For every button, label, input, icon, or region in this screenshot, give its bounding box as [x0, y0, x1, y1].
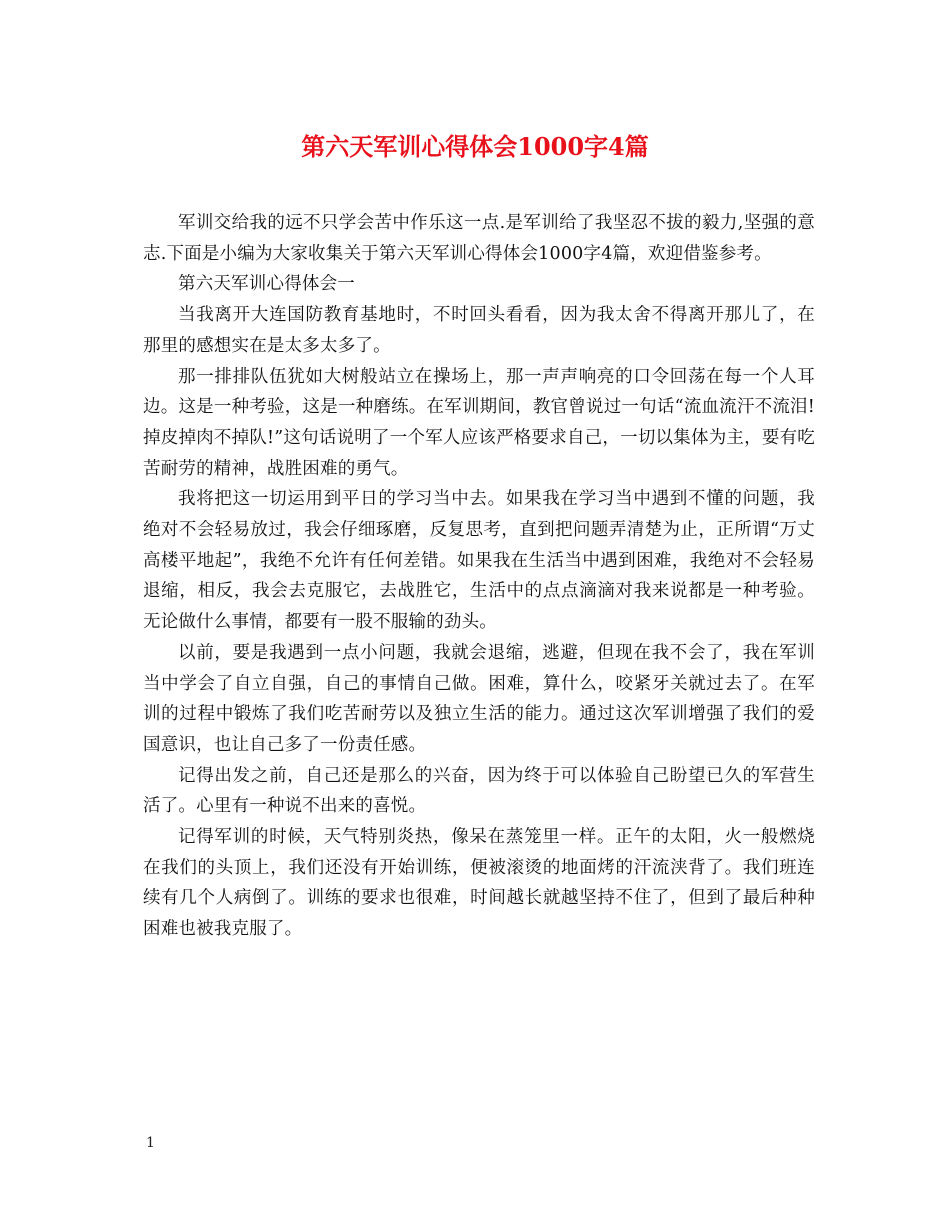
document-title: 第六天军训心得体会1000字4篇: [301, 132, 649, 161]
body-paragraph: 记得出发之前，自己还是那么的兴奋，因为终于可以体验自己盼望已久的军营生活了。心里有一种说不出来的喜悦。: [143, 765, 815, 817]
body-paragraph: 那一排排队伍犹如大树般站立在操场上，那一声声响亮的口令回荡在每一个人耳边。这是一种考验，这是一种磨练。在军训期间，教官曾说过一句话“流血流汗不流泪!掉皮掉肉不掉队!”这句话说明了一个军人应该严格要求自己，一切以集体为主，要有吃苦耐劳的精神，战胜困难的勇气。: [143, 366, 815, 479]
body-paragraph: 我将把这一切运用到平日的学习当中去。如果我在学习当中遇到不懂的问题，我绝对不会轻易放过，我会仔细琢磨，反复思考，直到把问题弄清楚为止，正所谓“万丈高楼平地起”，我绝不允许有任何差错。如果我在生活当中遇到困难，我绝对不会轻易退缩，相反，我会去克服它，去战胜它，生活中的点点滴滴对我来说都是一种考验。无论做什么事情，都要有一股不服输的劲头。: [143, 489, 815, 633]
document-body: [143, 208, 815, 945]
section-heading: 第六天军训心得体会一: [178, 274, 355, 295]
intro-paragraph: 军训交给我的远不只学会苦中作乐这一点.是军训给了我坚忍不拔的毅力,坚强的意志.下面是小编为大家收集关于第六天军训心得体会1000字4篇，欢迎借鉴参考。: [143, 213, 815, 264]
body-paragraph: 当我离开大连国防教育基地时，不时回头看看，因为我太舍不得离开那儿了，在那里的感想实在是太多太多了。: [143, 305, 815, 356]
body-paragraph: 记得军训的时候，天气特别炎热，像呆在蒸笼里一样。正午的太阳，火一般燃烧在我们的头顶上，我们还没有开始训练，便被滚烫的地面烤的汗流浃背了。我们班连续有几个人病倒了。训练的要求也很难，时间越长就越坚持不住了，但到了最后种种困难也被我克服了。: [143, 827, 815, 940]
page-number: 1: [146, 1135, 155, 1151]
body-paragraph: 以前，要是我遇到一点小问题，我就会退缩，逃避，但现在我不会了，我在军训当中学会了自立自强，自己的事情自己做。困难，算什么，咬紧牙关就过去了。在军训的过程中锻炼了我们吃苦耐劳以及独立生活的能力。通过这次军训增强了我们的爱国意识，也让自己多了一份责任感。: [143, 642, 815, 755]
